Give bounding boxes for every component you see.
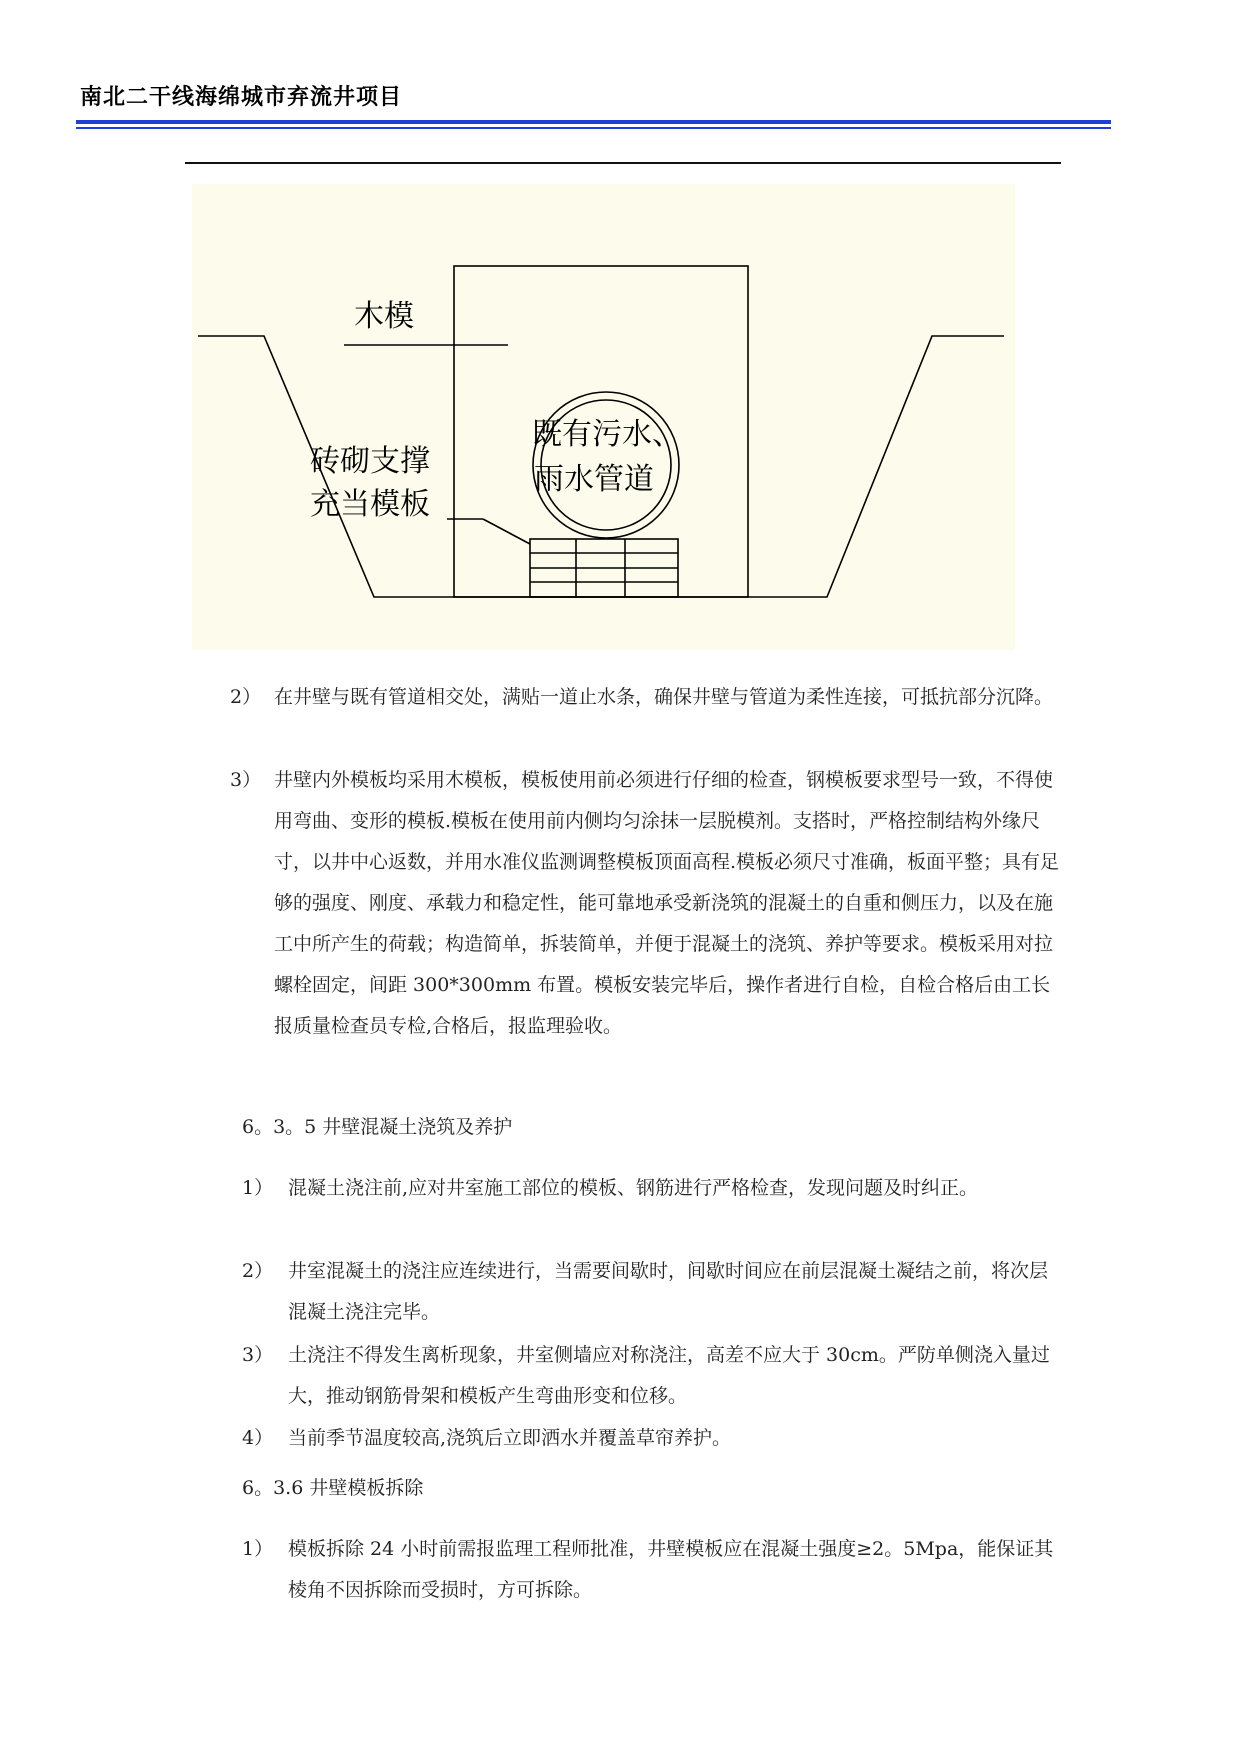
list-item-number: 3） (230, 769, 262, 791)
label-wood-form: 木模 (354, 299, 414, 334)
section-heading: 6。3。5 井壁混凝土浇筑及养护 (242, 1116, 513, 1138)
manhole-formwork-diagram (192, 184, 1015, 650)
label-brick-support-2: 充当模板 (310, 487, 430, 522)
list-item-text: 模板拆除 24 小时前需报监理工程师批准，井壁模板应在混凝土强度≥2。5Mpa，能保证其棱角不因拆除而受损时，方可拆除。 (288, 1538, 1054, 1601)
content-top-rule (185, 162, 1061, 164)
list-item-text: 井室混凝土的浇注应连续进行，当需要间歇时，间歇时间应在前层混凝土凝结之前，将次层混凝土浇注完毕。 (288, 1260, 1049, 1323)
header-rule-thin (76, 127, 1111, 129)
header-rule-thick (76, 120, 1111, 124)
list-item-text: 当前季节温度较高,浇筑后立即洒水并覆盖草帘养护。 (288, 1427, 732, 1449)
list-item-text: 土浇注不得发生离析现象，井室侧墙应对称浇注，高差不应大于 30cm。严防单侧浇入量过大，推动钢筋骨架和模板产生弯曲形变和位移。 (288, 1344, 1050, 1407)
section-heading: 6。3.6 井壁模板拆除 (242, 1477, 424, 1499)
list-item-text: 在井壁与既有管道相交处，满贴一道止水条，确保井壁与管道为柔性连接，可抵抗部分沉降。 (274, 686, 1054, 708)
list-item-number: 1） (242, 1177, 274, 1199)
list-item-number: 2） (242, 1260, 274, 1282)
list-item-number: 1） (242, 1538, 274, 1560)
document-header-title: 南北二干线海绵城市弃流井项目 (80, 85, 403, 110)
label-pipe-2: 雨水管道 (534, 462, 654, 497)
list-item-text: 井壁内外模板均采用木模板，模板使用前必须进行仔细的检查，钢模板要求型号一致，不得使用弯曲、变形的模板.模板在使用前内侧均匀涂抹一层脱模剂。支搭时，严格控制结构外缘尺寸，以井中心返数，并用水准仪监测调整模板顶面高程.模板必须尺寸准确，板面平整；具有足够的强度、刚度、承载力和稳定性，能可靠地承受新浇筑的混凝土的自重和侧压力，以及在施工中所产生的荷载；构造简单，拆装简单，并便于混凝土的浇筑、养护等要求。模板采用对拉螺栓固定，间距 300*300mm 布置。模板安装完毕后，操作者进行自检，自检合格后由工长报质量检查员专检,合格后，报监理验收。 (274, 769, 1060, 1037)
brick-support (530, 539, 678, 597)
list-item-number: 4） (242, 1427, 274, 1449)
list-item-number: 3） (242, 1344, 274, 1366)
list-item-number: 2） (230, 686, 262, 708)
label-brick-support-1: 砖砌支撑 (310, 444, 430, 479)
list-item-text: 混凝土浇注前,应对井室施工部位的模板、钢筋进行严格检查，发现问题及时纠正。 (288, 1177, 979, 1199)
label-pipe-1: 既有污水、 (532, 417, 682, 452)
